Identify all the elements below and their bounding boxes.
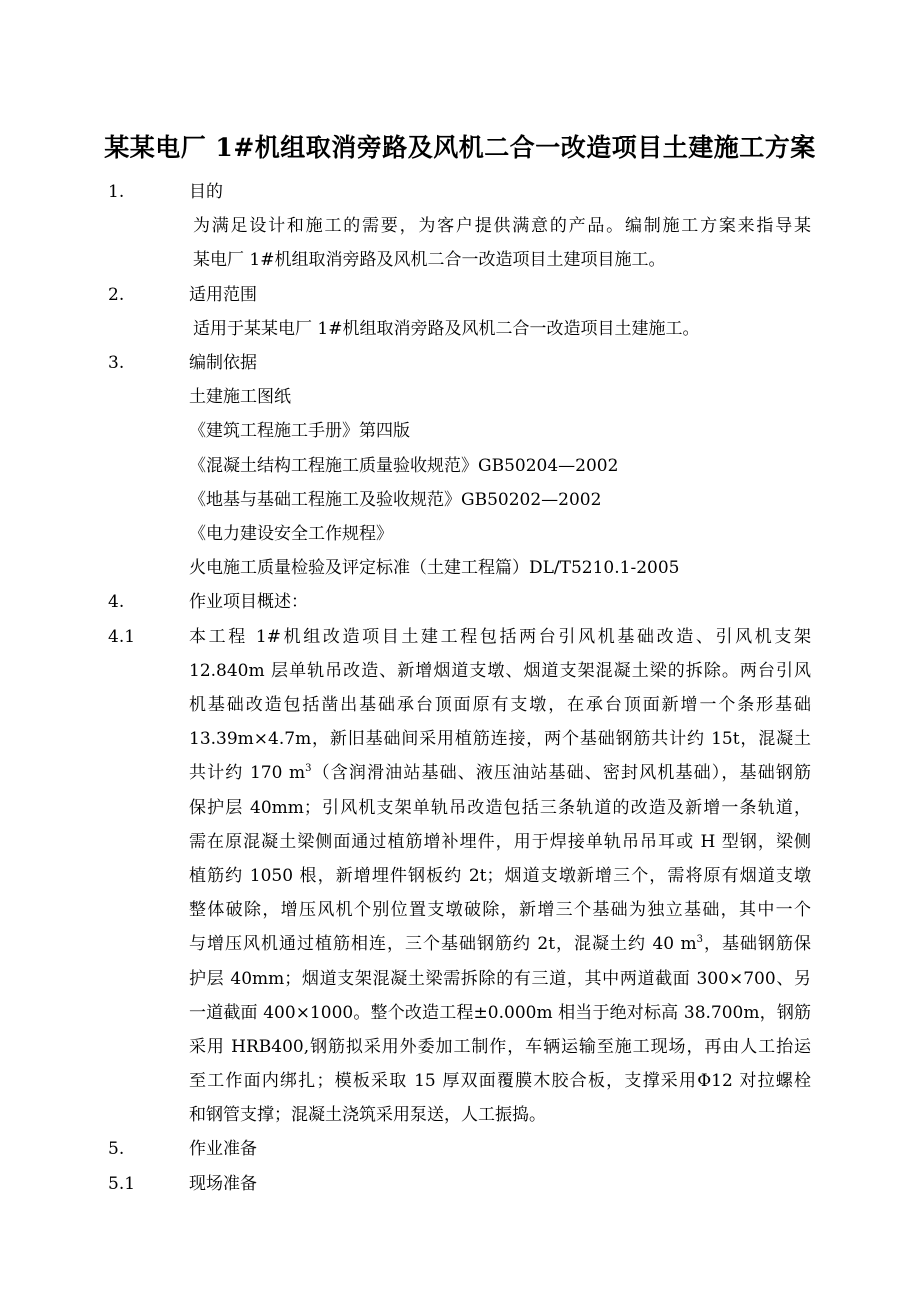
section-heading: 现场准备 xyxy=(189,1174,257,1194)
reference-item: 《混凝土结构工程施工质量验收规范》GB50204—2002 xyxy=(189,456,619,476)
paragraph-line: 某电厂 1#机组取消旁路及风机二合一改造项目土建项目施工。 xyxy=(193,250,666,270)
paragraph-line: 为满足设计和施工的需要，为客户提供满意的产品。编制施工方案来指导某 xyxy=(193,216,811,236)
section-number: 1. xyxy=(108,182,125,202)
paragraph-line: 采用 HRB400,钢筋拟采用外委加工制作，车辆运输至施工现场，再由人工抬运 xyxy=(189,1037,811,1057)
paragraph-line: 本工程 1#机组改造项目土建工程包括两台引风机基础改造、引风机支架 xyxy=(189,627,811,647)
text-run: ，基础钢筋保 xyxy=(703,934,811,954)
paragraph-line: 护层 40mm；烟道支架混凝土梁需拆除的有三道，其中两道截面 300×700、另 xyxy=(189,969,811,989)
section-heading: 作业项目概述： xyxy=(189,592,308,612)
text-run: 与增压风机通过植筋相连，三个基础钢筋约 2t，混凝土约 40 m xyxy=(189,934,697,954)
section-heading: 作业准备 xyxy=(189,1139,257,1159)
section-heading: 目的 xyxy=(189,182,223,202)
superscript: 3 xyxy=(305,763,312,774)
reference-item: 《地基与基础工程施工及验收规范》GB50202—2002 xyxy=(189,490,602,510)
section-heading: 编制依据 xyxy=(189,353,257,373)
reference-item: 火电施工质量检验及评定标准（土建工程篇）DL/T5210.1-2005 xyxy=(189,558,680,578)
section-number: 3. xyxy=(108,353,125,373)
section-number: 4.1 xyxy=(108,627,136,647)
reference-item: 《电力建设安全工作规程》 xyxy=(189,524,393,544)
document-title: 某某电厂 1#机组取消旁路及风机二合一改造项目土建施工方案 xyxy=(104,133,816,162)
section-number: 2. xyxy=(108,285,125,305)
paragraph-line: 机基础改造包括凿出基础承台顶面原有支墩，在承台顶面新增一个条形基础 xyxy=(189,695,811,715)
section-number: 4. xyxy=(108,592,125,612)
reference-item: 土建施工图纸 xyxy=(189,387,291,407)
reference-item: 《建筑工程施工手册》第四版 xyxy=(189,421,410,441)
paragraph-line: 和钢管支撑；混凝土浇筑采用泵送，人工振捣。 xyxy=(189,1105,546,1125)
paragraph-line xyxy=(189,756,811,790)
paragraph-line: 整体破除，增压风机个别位置支墩破除，新增三个基础为独立基础，其中一个 xyxy=(189,900,811,920)
section-heading: 适用范围 xyxy=(189,285,257,305)
section-number: 5. xyxy=(108,1139,125,1159)
paragraph-line: 植筋约 1050 根，新增埋件钢板约 2t；烟道支墩新增三个，需将原有烟道支墩 xyxy=(189,866,811,886)
paragraph-line: 需在原混凝土梁侧面通过植筋增补埋件，用于焊接单轨吊吊耳或 H 型钢，梁侧 xyxy=(189,832,811,852)
superscript: 3 xyxy=(696,934,703,945)
text-run: 共计约 170 m xyxy=(189,763,306,783)
paragraph-line: 保护层 40mm；引风机支架单轨吊改造包括三条轨道的改造及新增一条轨道， xyxy=(189,798,811,818)
paragraph-line: 13.39m×4.7m，新旧基础间采用植筋连接，两个基础钢筋共计约 15t，混凝土 xyxy=(189,729,811,749)
text-run: （含润滑油站基础、液压油站基础、密封风机基础），基础钢筋 xyxy=(311,763,811,783)
paragraph-line: 一道截面 400×1000。整个改造工程±0.000m 相当于绝对标高 38.700m，钢筋 xyxy=(189,1003,811,1023)
section-number: 5.1 xyxy=(108,1174,136,1194)
paragraph-line xyxy=(189,927,811,961)
paragraph-line: 至工作面内绑扎；模板采取 15 厚双面覆膜木胶合板，支撑采用Φ12 对拉螺栓 xyxy=(189,1071,811,1091)
paragraph-line: 12.840m 层单轨吊改造、新增烟道支墩、烟道支架混凝土梁的拆除。两台引风 xyxy=(189,661,811,681)
paragraph-line: 适用于某某电厂 1#机组取消旁路及风机二合一改造项目土建施工。 xyxy=(193,319,700,339)
